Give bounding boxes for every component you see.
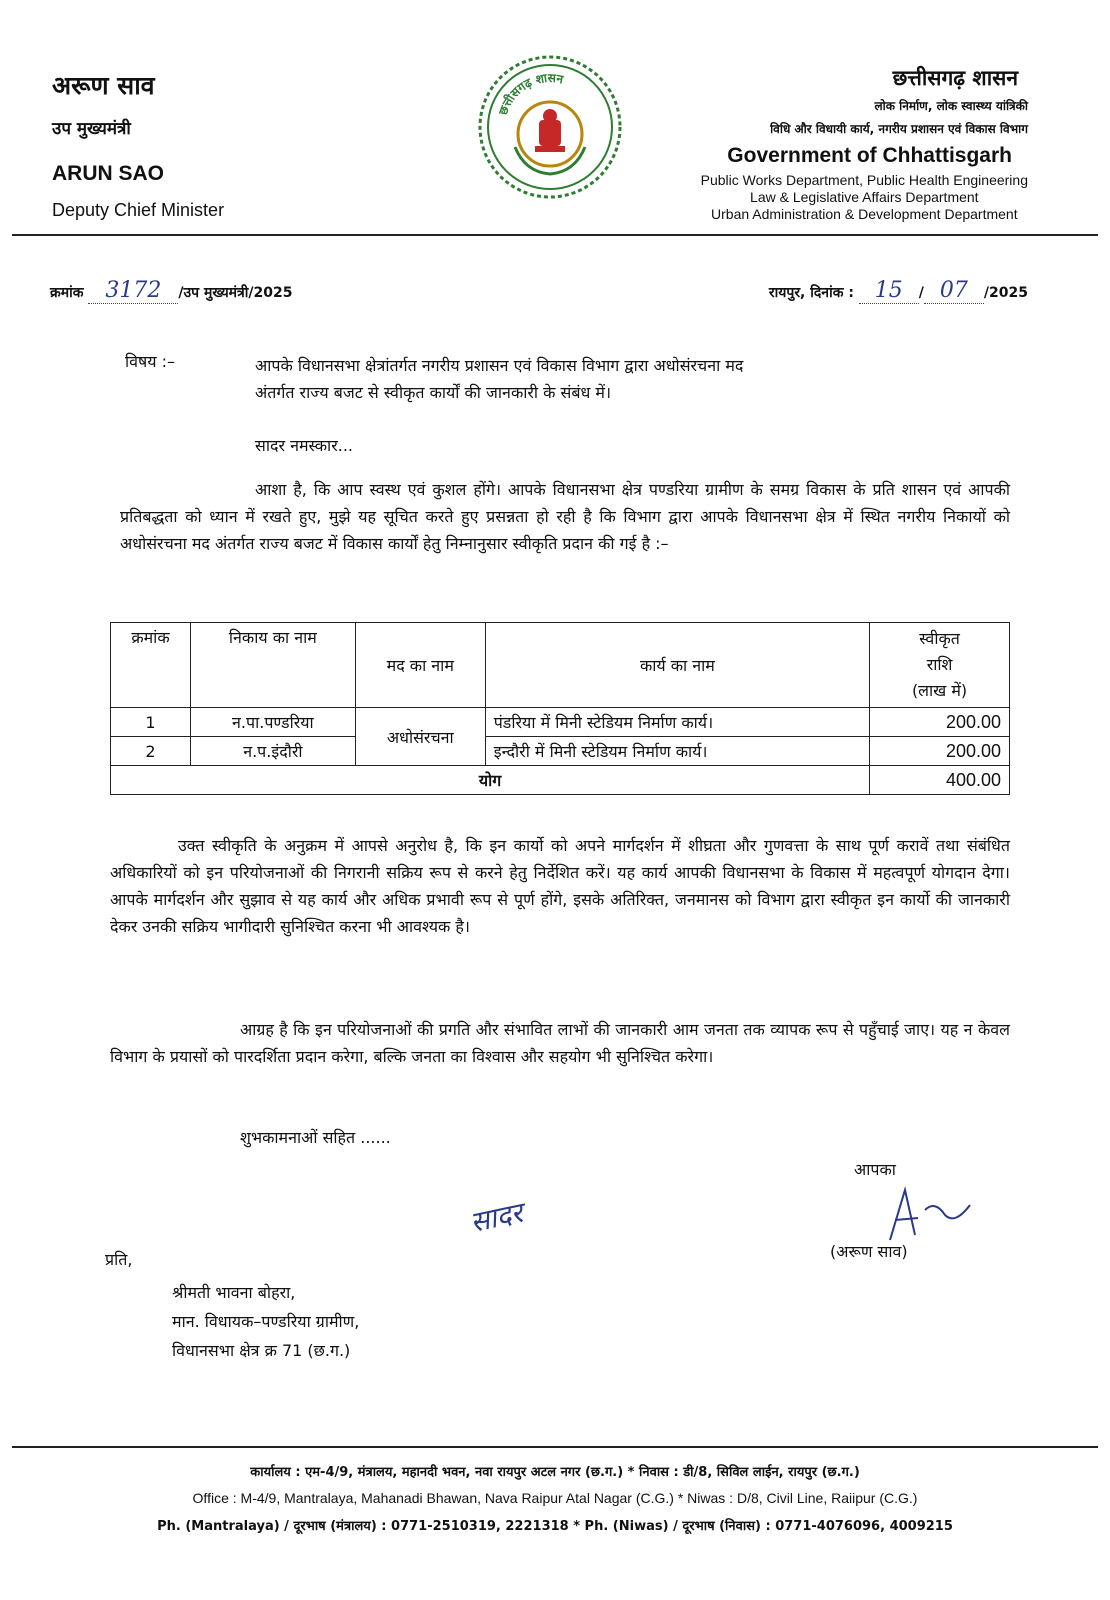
table-total-row — [111, 766, 1010, 795]
cell-body: न.पा.पण्डरिया — [190, 708, 355, 737]
sanctioned-works-table — [110, 622, 1010, 795]
designation-english: Deputy Chief Minister — [52, 200, 225, 220]
recipient-address — [172, 1278, 359, 1365]
reference-number — [50, 278, 293, 304]
emblem-text: छत्तीसगढ़ शासन — [495, 70, 565, 117]
cell-amount: 200.00 — [870, 737, 1010, 766]
column-header-sno: क्रमांक — [111, 623, 191, 708]
date-day: 15 — [859, 278, 919, 304]
subject-text — [255, 352, 1010, 406]
department-hindi-line: विधि और विधायी कार्य, नगरीय प्रशासन एवं विकास विभाग — [770, 122, 1028, 136]
table-header-row — [111, 623, 1010, 708]
date-month: 07 — [924, 278, 984, 304]
paragraph-appeal: आग्रह है कि इन परियोजनाओं की प्रगति और संभावित लाभों की जानकारी आम जनता तक व्यापक रूप से पहुँचाई जाए। यह न केवल विभाग के प्रयासों को पारदर्शिता प्रदान करेगा, बल्कि जनता का विश्वास और सहयोग भी सुनिश्चित करेगा। — [110, 1020, 1010, 1066]
reference-number-handwritten: 3172 — [88, 278, 178, 304]
reference-suffix: /उप मुख्यमंत्री/2025 — [178, 285, 293, 301]
header-divider — [12, 234, 1098, 236]
minister-name-hindi: अरूण साव — [52, 71, 155, 100]
cell-work: पंडरिया में मिनी स्टेडियम निर्माण कार्य। — [485, 708, 869, 737]
department-english-line: Public Works Department, Public Health Engineering — [700, 172, 1028, 188]
column-header-amount — [870, 623, 1010, 708]
reference-label: क्रमांक — [50, 285, 84, 301]
handwritten-note: सादर — [467, 1195, 526, 1240]
column-header-body: निकाय का नाम — [190, 623, 355, 708]
cell-sno: 1 — [111, 708, 191, 737]
footer-phone: Ph. (Mantralaya) / दूरभाष (मंत्रालय) : 0771-2510319, 2221318 * Ph. (Niwas) / दूरभाष (निवास) : 0771-4076096, 4009215 — [157, 1519, 953, 1534]
amount-header-line: (लाख में) — [911, 681, 968, 700]
recipient-line: विधानसभा क्षेत्र क्र 71 (छ.ग.) — [172, 1341, 351, 1360]
departments-hindi — [770, 95, 1028, 141]
paragraph-intro: आशा है, कि आप स्वस्थ एवं कुशल होंगे। आपके विधानसभा क्षेत्र पण्डरिया ग्रामीण के समग्र विकास के प्रति शासन एवं आपकी प्रतिबद्धता को ध्यान में रखते हुए, मुझे यह सूचित करते हुए प्रसन्नता हो रही है कि विभाग द्वारा आपके विधानसभा क्षेत्र में स्थित नगरीय निकायों को अधोसंरचना मद अंतर्गत राज्य बजट में विकास कार्यों हेतु निम्नानुसार स्वीकृति प्रदान की गई है :– — [120, 480, 1010, 553]
cell-head: अधोसंरचना — [355, 708, 485, 766]
cell-amount: 200.00 — [870, 708, 1010, 737]
table-row — [111, 737, 1010, 766]
amount-header-line: राशि — [926, 655, 953, 674]
subject-line: आपके विधानसभा क्षेत्रांतर्गत नगरीय प्रशासन एवं विकास विभाग द्वारा अधोसंरचना मद — [255, 356, 744, 375]
date-year: /2025 — [983, 285, 1028, 301]
closing: शुभकामनाओं सहित ...... — [240, 1128, 391, 1147]
cell-work: इन्दौरी में मिनी स्टेडियम निर्माण कार्य। — [485, 737, 869, 766]
date-separator: / — [918, 285, 924, 301]
subject-line: अंतर्गत राज्य बजट से स्वीकृत कार्यों की जानकारी के संबंध में। — [255, 383, 612, 402]
svg-text:छत्तीसगढ़ शासन — [496, 71, 566, 118]
footer-address-hindi: कार्यालय : एम-4/9, मंत्रालय, महानदी भवन, नवा रायपुर अटल नगर (छ.ग.) * निवास : डी/8, सिविल लाईन, रायपुर (छ.ग.) — [250, 1465, 860, 1480]
subject-label: विषय :– — [125, 352, 176, 371]
department-hindi-line: लोक निर्माण, लोक स्वास्थ्य यांत्रिकी — [874, 99, 1028, 113]
table-row — [111, 708, 1010, 737]
lion-capital-icon — [535, 109, 565, 152]
recipient-line: श्रीमती भावना बोहरा, — [172, 1283, 296, 1302]
department-english-line: Urban Administration & Development Department — [711, 206, 1018, 222]
greeting: सादर नमस्कार... — [255, 436, 353, 455]
column-header-work: कार्य का नाम — [485, 623, 869, 708]
footer-address-english: Office : M-4/9, Mantralaya, Mahanadi Bhawan, Nava Raipur Atal Nagar (C.G.) * Niwas : D/8, Civil Line, Raiipur (C.G.) — [192, 1490, 918, 1506]
yours-text: आपका — [854, 1160, 896, 1179]
total-amount: 400.00 — [870, 766, 1010, 795]
minister-name-english: ARUN SAO — [52, 162, 165, 185]
government-name-english: Government of Chhattisgarh — [727, 144, 1012, 167]
government-name-hindi: छत्तीसगढ़ शासन — [892, 66, 1018, 90]
paragraph-request: उक्त स्वीकृति के अनुक्रम में आपसे अनुरोध है, कि इन कार्यो को अपने मार्गदर्शन में शीघ्रता और गुणवत्ता के साथ पूर्ण करावें तथा संबंधित अधिकारियों को इन परियोजनाओं की निगरानी सक्रिय रूप से करने हेतु निर्देशित करें। यह कार्य आपकी विधानसभा के विकास में महत्वपूर्ण योगदान देगा। आपके मार्गदर्शन और सुझाव से यह कार्य और अधिक प्रभावी रूप से पूर्ण होंगे, इसके अतिरिक्त, जनमानस को विभाग द्वारा स्वीकृत इन कार्यो की जानकारी देकर उनकी सक्रिय भागीदारी सुनिश्चित करना भी आवश्यक है। — [110, 836, 1010, 936]
reference-date — [769, 278, 1028, 304]
signatory-name: (अरूण साव) — [830, 1242, 908, 1261]
column-header-head: मद का नाम — [355, 623, 485, 708]
department-english-line: Law & Legislative Affairs Department — [750, 189, 979, 205]
departments-english — [701, 172, 1028, 223]
designation-hindi: उप मुख्यमंत्री — [52, 119, 131, 139]
footer-divider — [12, 1446, 1098, 1448]
cell-sno: 2 — [111, 737, 191, 766]
government-emblem — [475, 52, 625, 202]
place-date-label: रायपुर, दिनांक : — [768, 285, 854, 301]
amount-header-line: स्वीकृत — [919, 629, 960, 648]
cell-body: न.प.इंदौरी — [190, 737, 355, 766]
recipient-label: प्रति, — [105, 1250, 133, 1269]
total-label: योग — [111, 766, 870, 795]
recipient-line: मान. विधायक–पण्डरिया ग्रामीण, — [172, 1312, 360, 1331]
